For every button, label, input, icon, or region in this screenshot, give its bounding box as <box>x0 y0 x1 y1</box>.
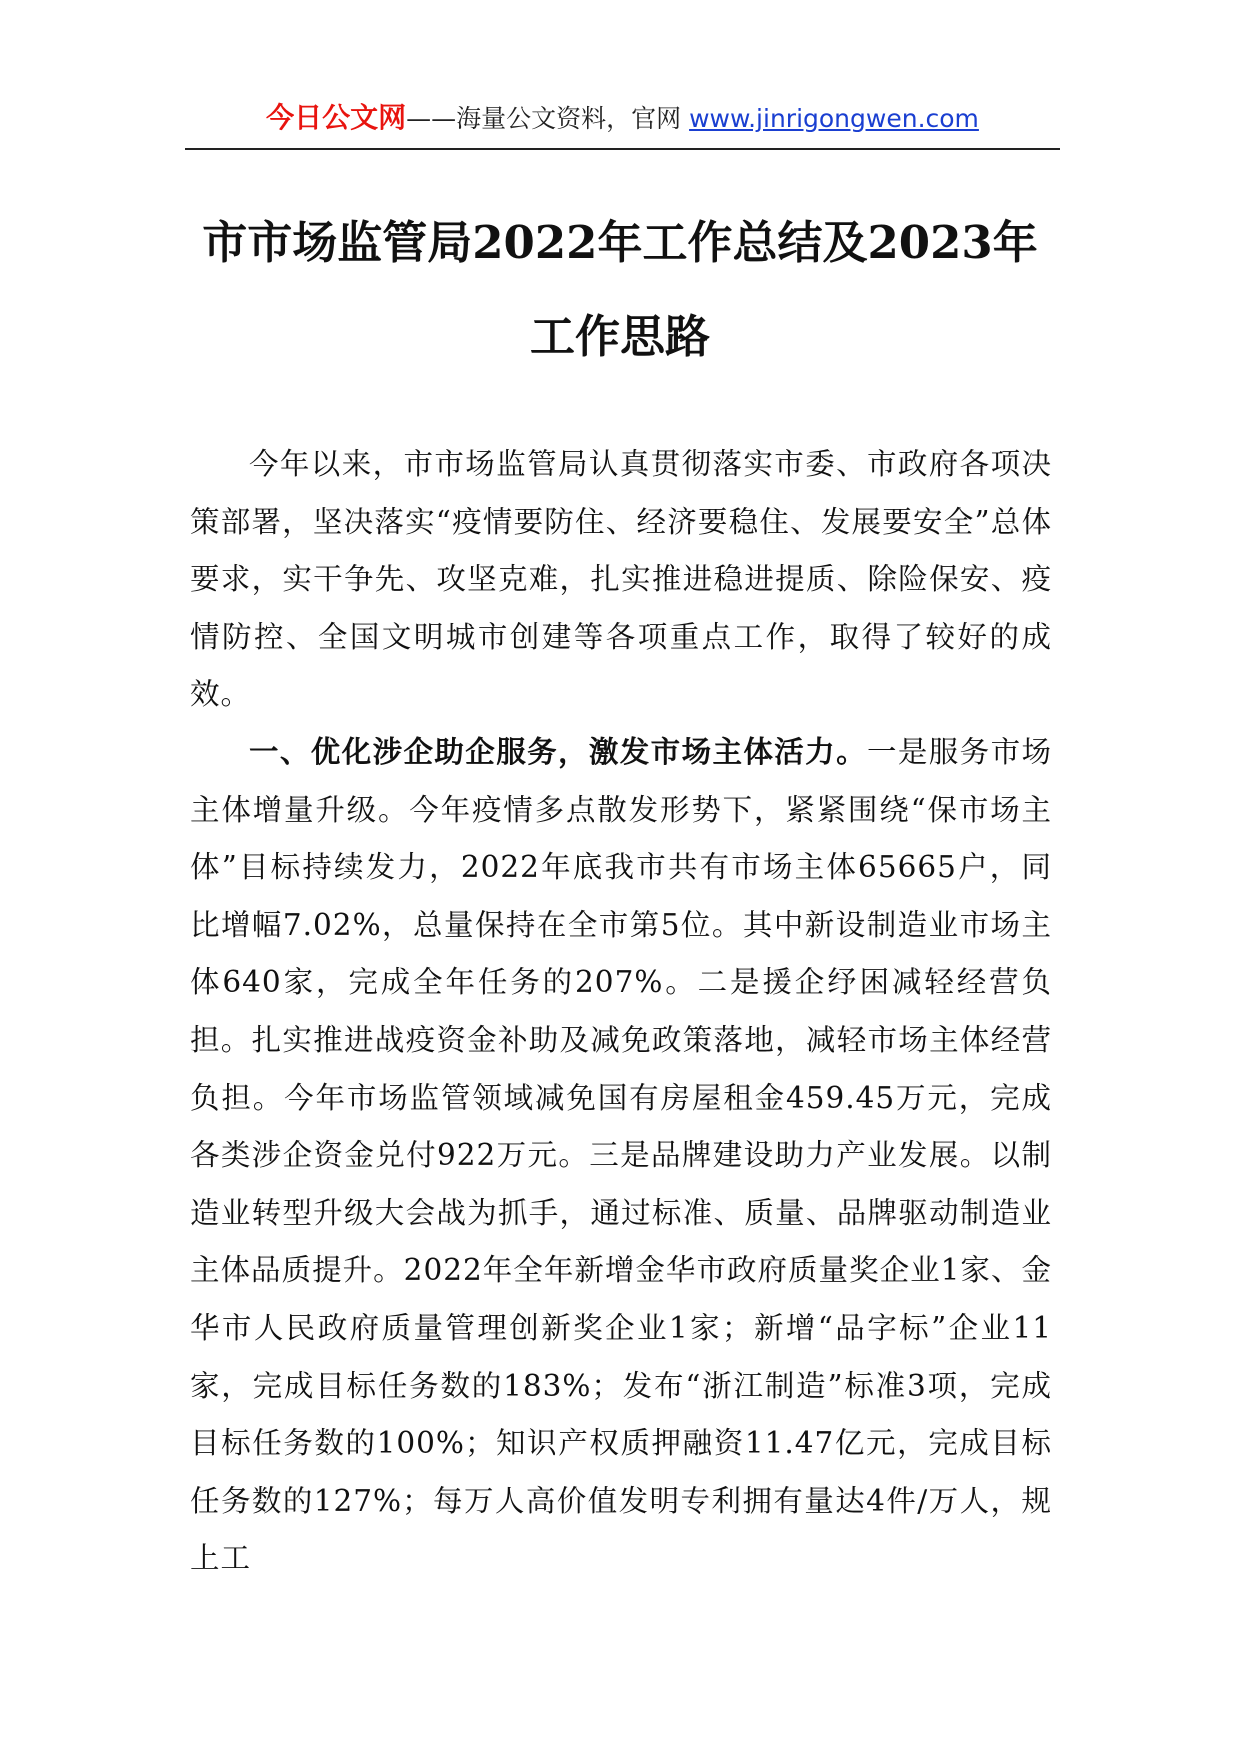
document-body <box>190 436 1052 1588</box>
site-header <box>185 98 1060 150</box>
section-1-heading: 一、优化涉企助企服务，激发市场主体活力。 <box>249 734 867 769</box>
section-1-paragraph <box>190 724 1052 1588</box>
intro-paragraph: 今年以来，市市场监管局认真贯彻落实市委、市政府各项决策部署，坚决落实“疫情要防住、经济要稳住、发展要安全”总体要求，实干争先、攻坚克难，扎实推进稳进提质、除险保安、疫情防控、全国文明城市创建等各项重点工作，取得了较好的成效。 <box>190 447 1052 712</box>
section-1-body: 一是服务市场主体增量升级。今年疫情多点散发形势下，紧紧围绕“保市场主体”目标持续发力，2022年底我市共有市场主体65665户，同比增幅7.02%，总量保持在全市第5位。其中新设制造业市场主体640家，完成全年任务的207%。二是援企纾困减轻经营负担。扎实推进战疫资金补助及减免政策落地，减轻市场主体经营负担。今年市场监管领域减免国有房屋租金459.45万元，完成各类涉企资金兑付922万元。三是品牌建设助力产业发展。以制造业转型升级大会战为抓手，通过标准、质量、品牌驱动制造业主体品质提升。2022年全年新增金华市政府质量奖企业1家、金华市人民政府质量管理创新奖企业1家；新增“品字标”企业11家，完成目标任务数的183%；发布“浙江制造”标准3项，完成目标任务数的100%；知识产权质押融资11.47亿元，完成目标任务数的127%；每万人高价值发明专利拥有量达4件/万人，规上工 <box>190 734 1052 1576</box>
document-title-line-2: 工作思路 <box>529 310 710 363</box>
site-url-link[interactable]: www.jinrigongwen.com <box>689 104 979 133</box>
site-tagline: ——海量公文资料，官网 <box>406 104 690 133</box>
document-title <box>150 196 1090 384</box>
document-title-line-1: 市市场监管局2022年工作总结及2023年 <box>202 216 1038 269</box>
site-brand: 今日公文网 <box>266 101 407 134</box>
